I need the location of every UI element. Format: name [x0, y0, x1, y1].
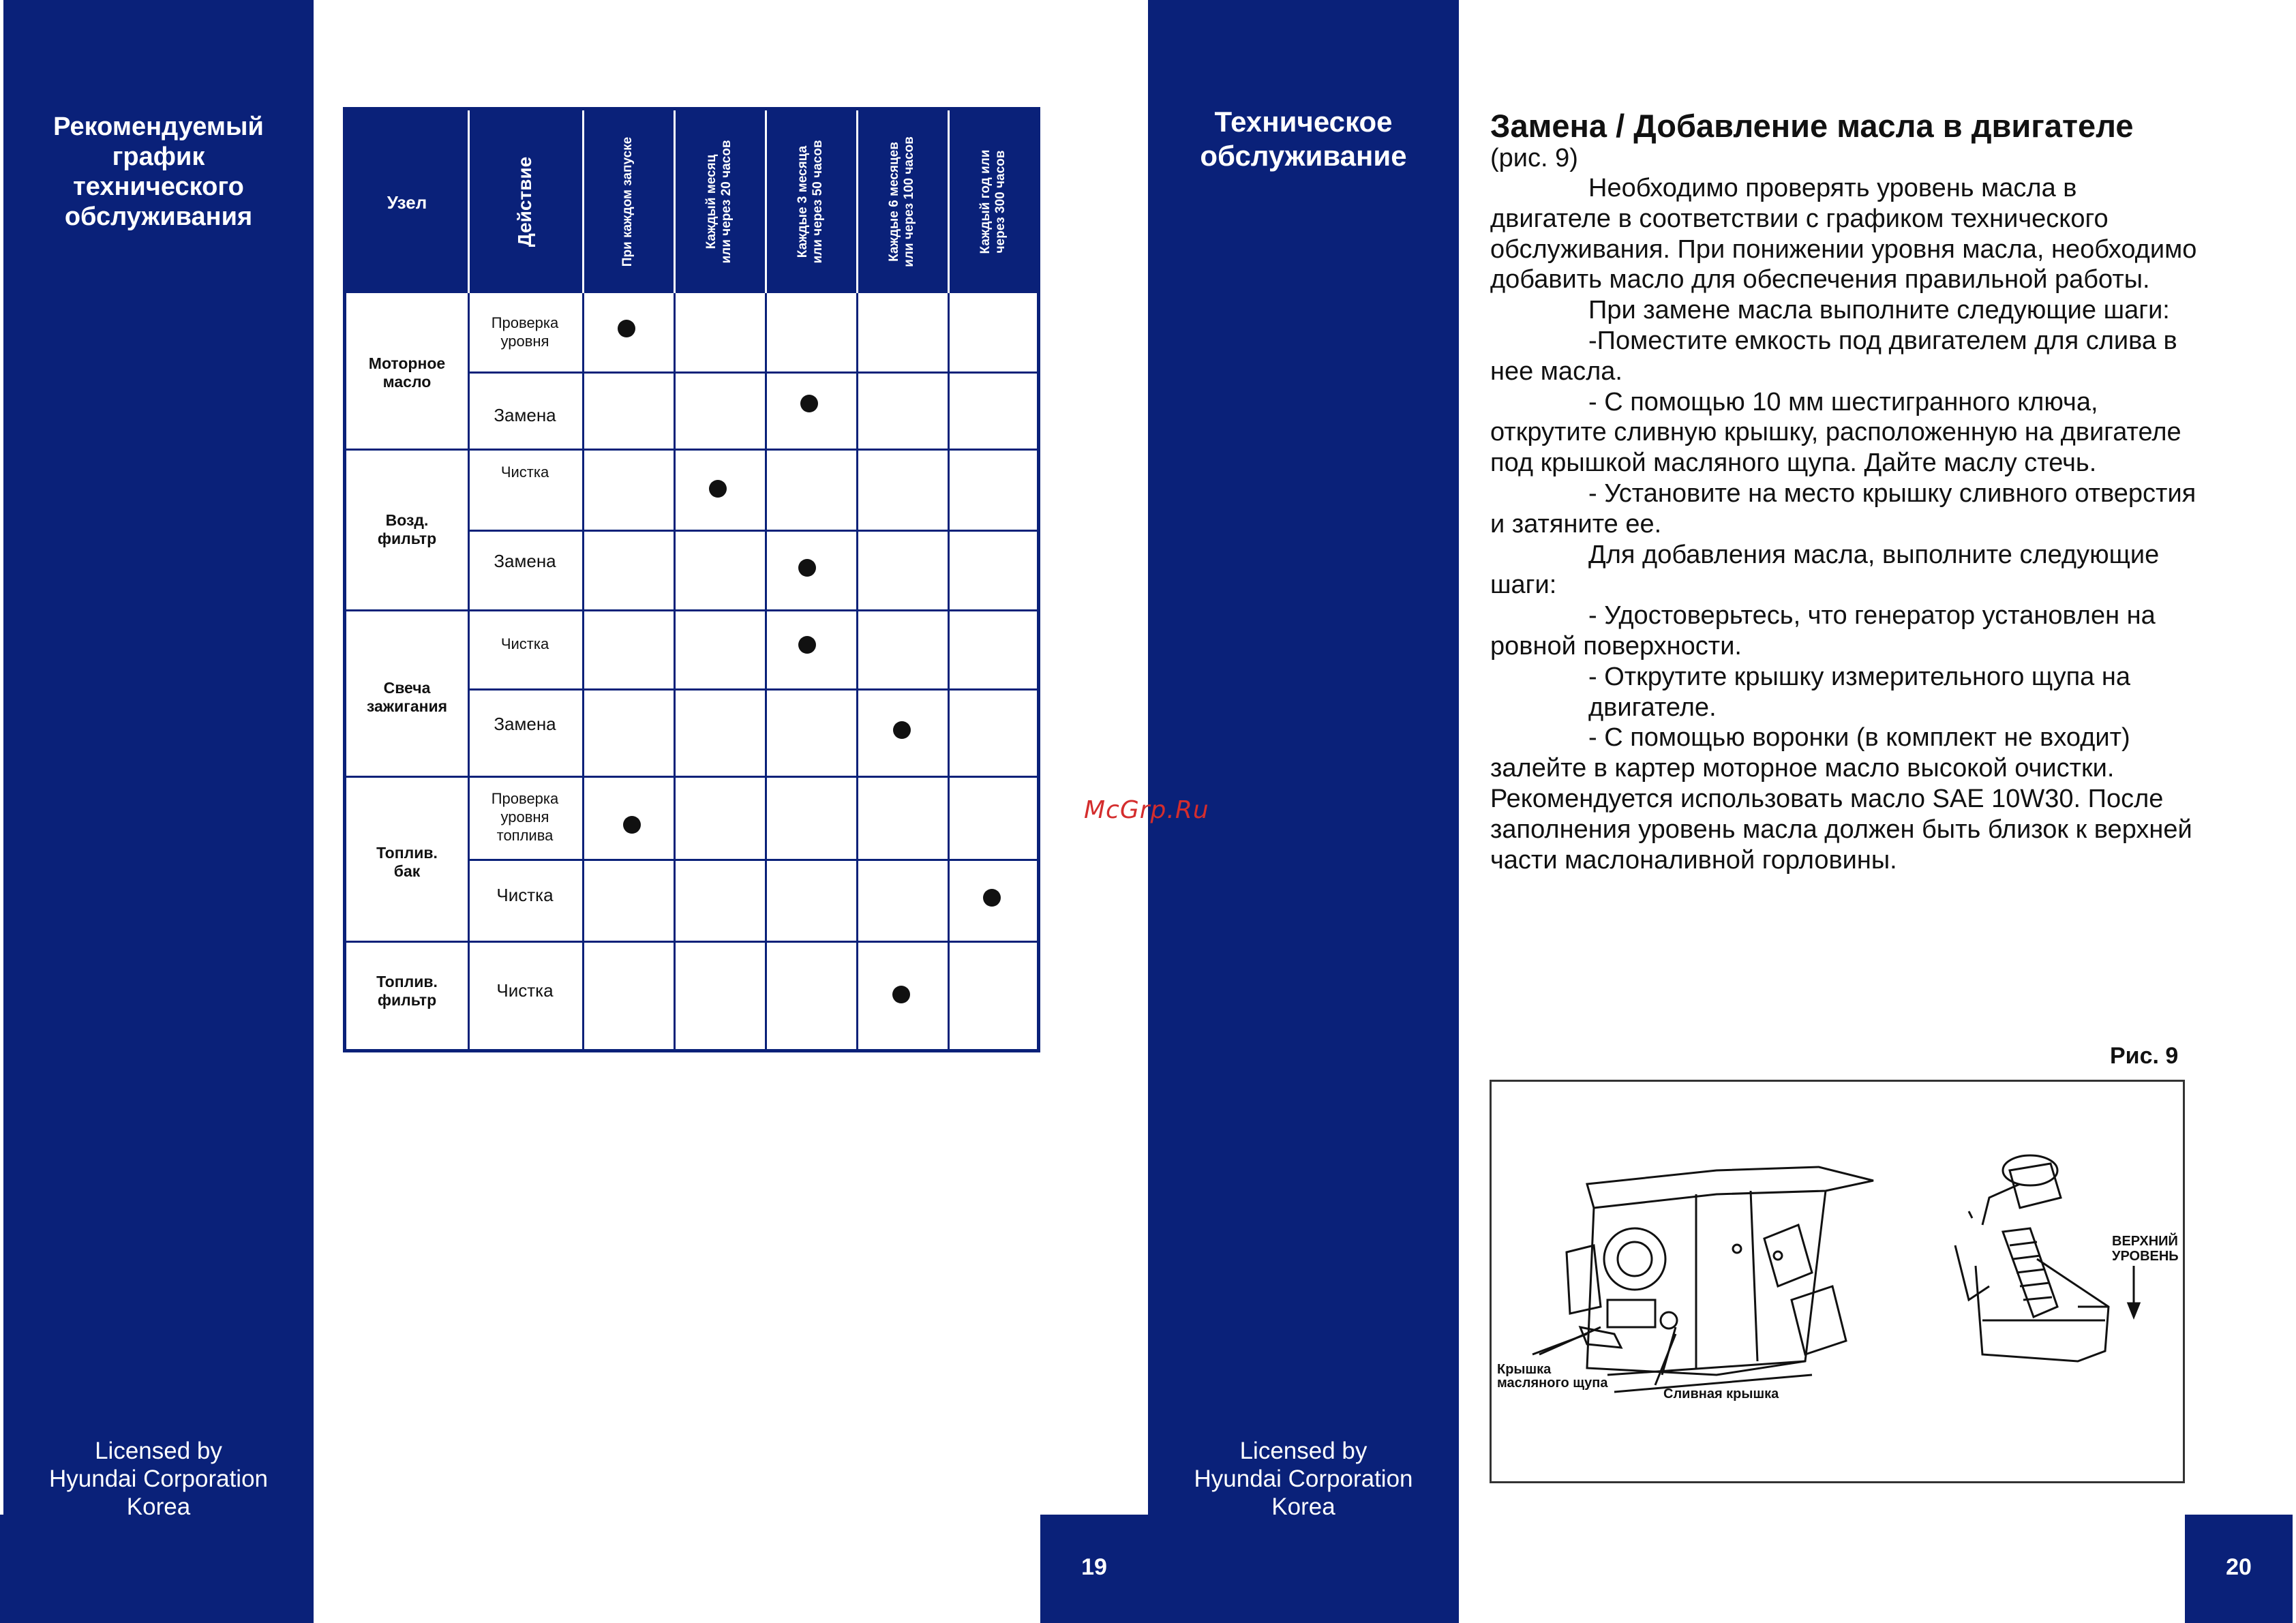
paragraph: - Удостоверьтесь, что генератор установлен на ровной поверхности. [1490, 601, 2156, 661]
engine-oil-illustration [1492, 1082, 2183, 1481]
paragraph: - С помощью воронки (в комплект не входит) залейте в картер моторное масло высокой очистки. Рекомендуется использовать масло SAE 10W30. После заполнения уровень масла должен быть близок к верхней части маслоналивной горловины. [1490, 723, 2192, 875]
schedule-dot [800, 395, 818, 412]
header-separator [948, 110, 950, 293]
header-interval-3: Каждые 3 месяца или через 50 часов [796, 140, 825, 264]
schedule-dot [983, 889, 1001, 907]
column-line [765, 293, 767, 1049]
unit-spark-plug: Свеча зажигания [366, 679, 448, 715]
schedule-dot [798, 559, 816, 577]
unit-air-filter: Возд. фильтр [377, 511, 437, 547]
page-number-19: 19 [1081, 1554, 1107, 1580]
watermark: McGrp.Ru [1084, 796, 1209, 824]
engine-drawing [1532, 1167, 1873, 1392]
header-separator [582, 110, 584, 293]
header-interval-1: При каждом запуске [620, 136, 635, 267]
group-line [346, 609, 1037, 611]
figure-label: Рис. 9 [2110, 1043, 2179, 1069]
paragraph: - С помощью 10 мм шестигранного ключа, открутите сливную крышку, расположенную на двигателе под крышкой масляного щупа. Дайте маслу стечь. [1490, 387, 2181, 478]
schedule-dot [798, 636, 816, 654]
schedule-dot [893, 721, 911, 739]
group-line [346, 449, 1037, 451]
action-clean: Чистка [500, 464, 549, 481]
paragraph: При замене масла выполните следующие шаги: [1588, 296, 2170, 325]
row-line [468, 530, 1037, 532]
left-sidebar-title: Рекомендуемый график технического обслуживания [53, 112, 264, 231]
header-separator [674, 110, 676, 293]
action-clean: Чистка [500, 635, 549, 652]
label-dipstick-cap: Крышка [1497, 1362, 1552, 1377]
unit-engine-oil: Моторное масло [368, 354, 446, 391]
maintenance-schedule-table [343, 107, 1040, 1052]
group-line [346, 941, 1037, 943]
paragraph: двигателе. [1588, 693, 1717, 722]
header-separator [468, 110, 470, 293]
paragraph: - Установите на место крышку сливного отверстия и затяните ее. [1490, 479, 2196, 539]
header-interval-4: Каждые 6 месяцев или через 100 часов [887, 136, 916, 267]
action-fuel-level-check: Проверка уровня топлива [491, 790, 559, 844]
column-line [948, 293, 950, 1049]
schedule-dot [892, 986, 910, 1003]
article-subtitle: (рис. 9) [1490, 144, 1578, 172]
header-separator [856, 110, 858, 293]
header-interval-2: Каждый месяц или через 20 часов [704, 140, 734, 264]
action-replace: Замена [494, 714, 556, 734]
schedule-dot [618, 320, 635, 337]
right-sidebar-title: Техническое обслуживание [1200, 106, 1407, 172]
page-number-20: 20 [2226, 1554, 2252, 1580]
action-replace: Замена [494, 405, 556, 425]
label-upper-level: УРОВЕНЬ [2112, 1249, 2179, 1264]
unit-fuel-filter: Топлив. фильтр [376, 973, 438, 1009]
oil-funnel-drawing [1955, 1155, 2109, 1361]
header-interval-5: Каждый год или через 300 часов [978, 149, 1008, 254]
row-line [468, 688, 1037, 691]
label-dipstick-cap: масляного щупа [1497, 1376, 1608, 1391]
paragraph: Для добавления масла, выполните следующие шаги: [1490, 540, 2160, 600]
row-line [468, 371, 1037, 374]
label-upper-level: ВЕРХНИЙ [2112, 1234, 2178, 1249]
article-body [1490, 173, 2199, 875]
header-unit: Узел [387, 192, 427, 213]
header-separator [765, 110, 767, 293]
paragraph: -Поместите емкость под двигателем для слива в нее масла. [1490, 326, 2177, 386]
schedule-dot [709, 480, 727, 498]
label-drain-cap: Сливная крышка [1663, 1386, 1779, 1401]
figure-9 [1490, 1080, 2185, 1483]
column-line [674, 293, 676, 1049]
header-action: Действие [514, 156, 535, 247]
left-license: Licensed by Hyundai Corporation Korea [48, 1438, 268, 1520]
unit-fuel-tank: Топлив. бак [376, 844, 438, 880]
action-clean: Чистка [496, 980, 554, 1001]
action-clean: Чистка [496, 885, 554, 905]
column-line [582, 293, 584, 1049]
action-replace: Замена [494, 551, 556, 571]
left-bottom-strip [0, 1515, 314, 1623]
schedule-dot [623, 816, 641, 834]
column-line [856, 293, 858, 1049]
paragraph: Необходимо проверять уровень масла в двигателе в соответствии с графиком технического обслуживания. При понижении уровня масла, необходимо добавить масло для обеспечения правильной работы. [1490, 174, 2197, 294]
left-sidebar-band [3, 0, 314, 1623]
paragraph: - Открутите крышку измерительного щупа на [1588, 662, 2130, 691]
action-level-check: Проверка уровня [491, 314, 559, 350]
article [1490, 109, 2199, 875]
group-line [346, 776, 1037, 778]
article-title: Замена / Добавление масла в двигателе [1490, 108, 2134, 144]
right-license: Licensed by Hyundai Corporation Korea [1194, 1438, 1413, 1520]
row-line [468, 859, 1037, 861]
